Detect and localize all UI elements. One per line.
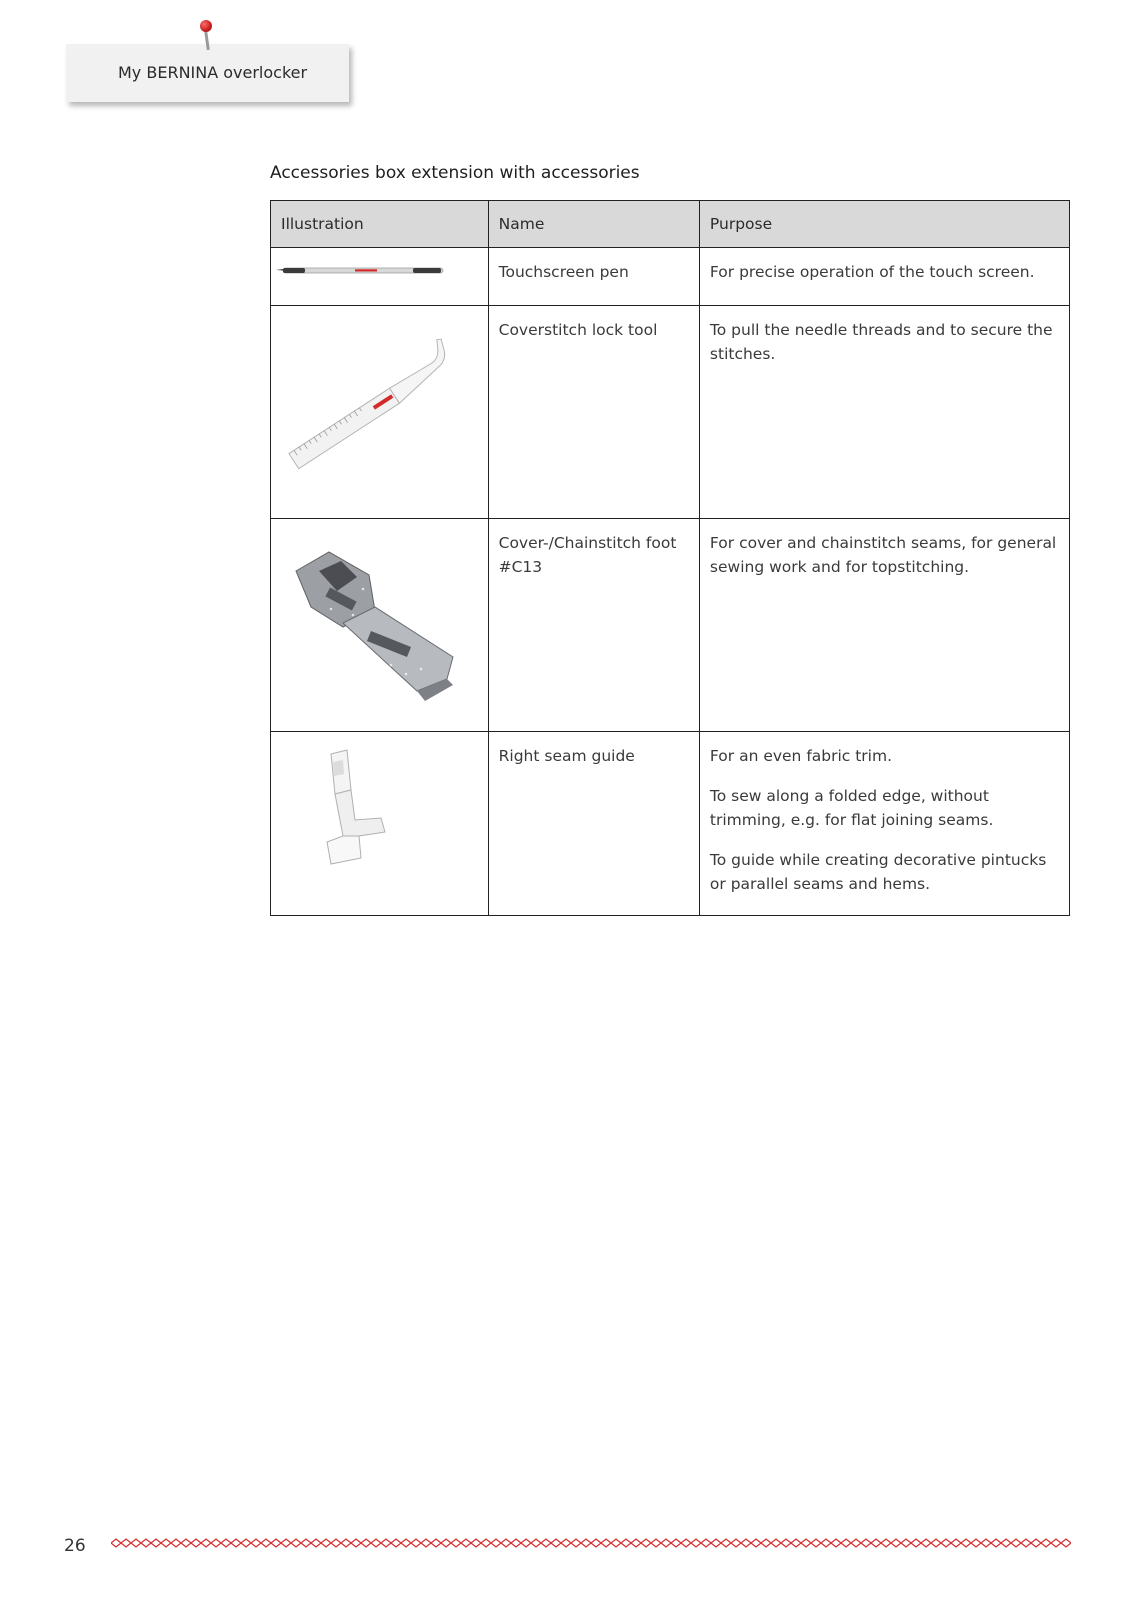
header-purpose: Purpose [699, 201, 1069, 248]
table-row [271, 248, 1070, 306]
illustration-cell [271, 306, 489, 519]
right-seam-guide-image [271, 732, 471, 908]
name-cell: Cover-/Chainstitch foot #C13 [488, 519, 699, 732]
purpose-text: To sew along a folded edge, without trimming, e.g. for flat joining seams. [709, 787, 994, 829]
purpose-text: For precise operation of the touch screen. [709, 263, 1035, 281]
illustration-cell [271, 519, 489, 732]
table-row [271, 519, 1070, 732]
purpose-cell [699, 519, 1069, 732]
chapter-tab [66, 44, 349, 102]
purpose-cell [699, 306, 1069, 519]
illustration-cell [271, 732, 489, 916]
purpose-text: For cover and chainstitch seams, for general sewing work and for topstitching. [709, 534, 1057, 576]
table-header-row [271, 201, 1070, 248]
name-cell: Touchscreen pen [488, 248, 699, 306]
illustration-cell [271, 248, 489, 306]
cover-chainstitch-foot-image [271, 519, 471, 724]
purpose-text: To guide while creating decorative pintucks or parallel seams and hems. [709, 851, 1047, 893]
purpose-cell [699, 248, 1069, 306]
name-cell: Right seam guide [488, 732, 699, 916]
table-row [271, 306, 1070, 519]
chapter-title: My BERNINA overlocker [118, 63, 308, 82]
header-illustration: Illustration [271, 201, 489, 248]
touchscreen-pen-image [271, 248, 471, 298]
name-cell: Coverstitch lock tool [488, 306, 699, 519]
section-heading: Accessories box extension with accessories [270, 163, 640, 183]
page-number: 26 [64, 1536, 86, 1556]
coverstitch-lock-tool-image [271, 306, 471, 511]
purpose-text: To pull the needle threads and to secure the stitches. [709, 321, 1053, 363]
table-row [271, 732, 1070, 916]
decorative-stitch-line [111, 1538, 1071, 1548]
accessories-table [270, 200, 1070, 916]
purpose-text: For an even fabric trim. [709, 747, 893, 765]
pin-icon [200, 20, 212, 32]
purpose-cell [699, 732, 1069, 916]
header-name: Name [488, 201, 699, 248]
